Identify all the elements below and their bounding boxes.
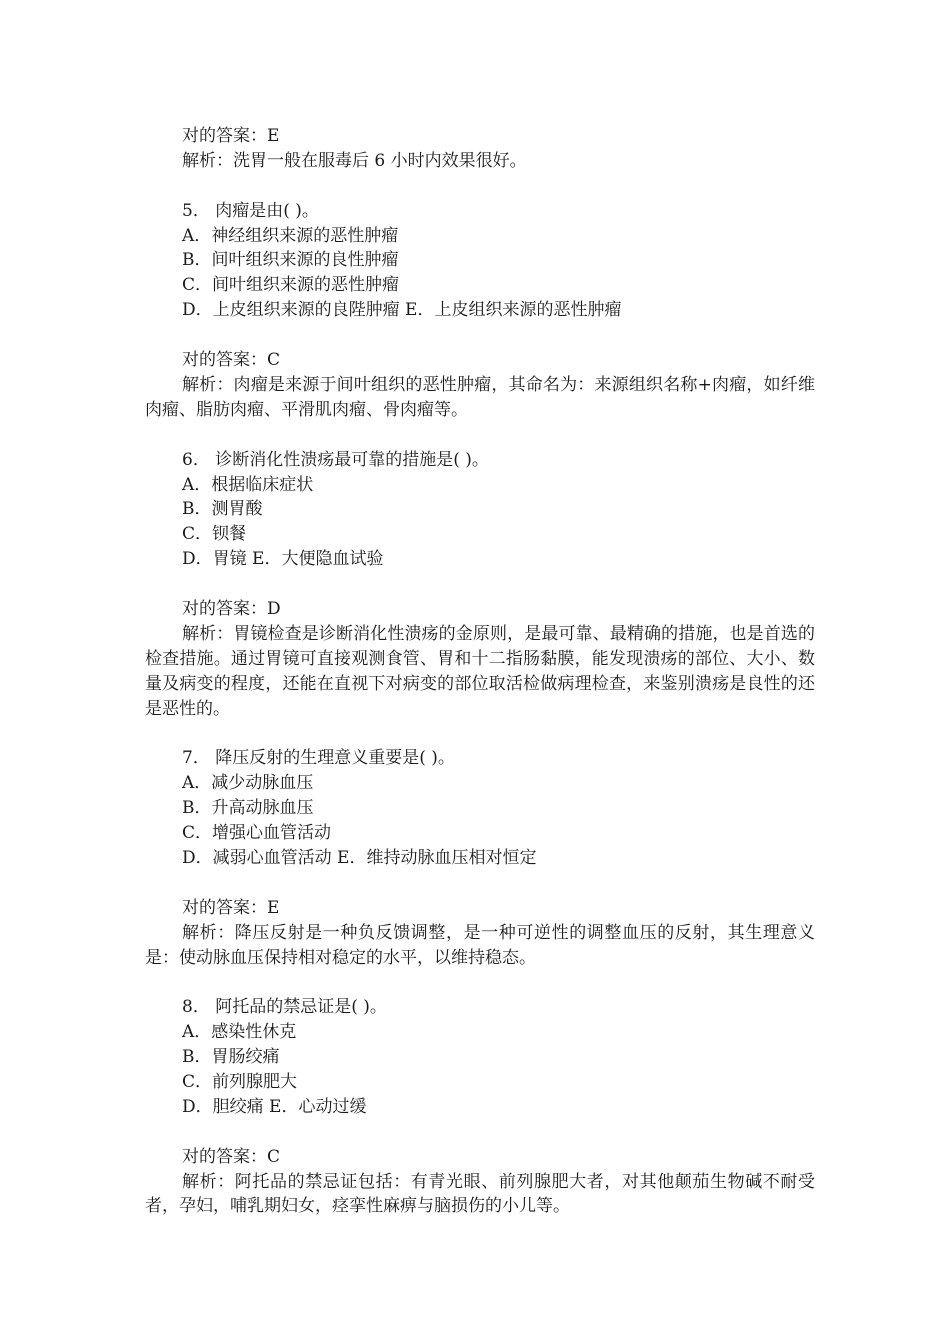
spacer bbox=[145, 871, 815, 896]
question-block-4-tail bbox=[145, 124, 815, 174]
option-b: B．间叶组织来源的良性肿瘤 bbox=[182, 250, 399, 271]
option-b: B．升高动脉血压 bbox=[182, 798, 314, 819]
analysis-text: 解析：肉瘤是来源于间叶组织的恶性肿瘤，其命名为：来源组织名称+肉瘤，如纤维肉瘤、脂肪肉瘤、平滑肌肉瘤、骨肉瘤等。 bbox=[145, 374, 815, 420]
question-text: 8． 阿托品的禁忌证是( )。 bbox=[182, 997, 387, 1018]
answer-text: 对的答案：E bbox=[182, 897, 280, 918]
question-block-7 bbox=[145, 746, 815, 970]
analysis-text: 解析：洗胃一般在服毒后 6 小时内效果很好。 bbox=[182, 150, 527, 171]
option-c: C．间叶组织来源的恶性肿瘤 bbox=[182, 275, 400, 296]
question-text: 5． 肉瘤是由( )。 bbox=[182, 200, 319, 221]
spacer bbox=[145, 323, 815, 348]
answer-text: 对的答案：D bbox=[182, 598, 281, 619]
option-a: A．根据临床症状 bbox=[182, 474, 314, 495]
option-a: A．神经组织来源的恶性肿瘤 bbox=[182, 225, 399, 246]
option-d-e: D．减弱心血管活动 E．维持动脉血压相对恒定 bbox=[182, 847, 537, 868]
spacer bbox=[145, 1120, 815, 1145]
answer-text: 对的答案：C bbox=[182, 350, 281, 371]
option-c: C．增强心血管活动 bbox=[182, 823, 332, 844]
question-block-5 bbox=[145, 199, 815, 423]
question-text: 7． 降压反射的生理意义重要是( )。 bbox=[182, 748, 455, 769]
option-d-e: D．上皮组织来源的良陛肿瘤 E．上皮组织来源的恶性肿瘤 bbox=[182, 300, 622, 321]
spacer bbox=[145, 970, 815, 995]
answer-text: 对的答案：E bbox=[182, 126, 280, 146]
document-page bbox=[145, 124, 815, 1219]
question-text: 6． 诊断消化性溃疡最可靠的措施是( )。 bbox=[182, 449, 489, 470]
answer-text: 对的答案：C bbox=[182, 1146, 281, 1167]
question-block-8 bbox=[145, 995, 815, 1219]
option-a: A．感染性休克 bbox=[182, 1022, 297, 1043]
option-d-e: D．胆绞痛 E．心动过缓 bbox=[182, 1096, 367, 1117]
spacer bbox=[145, 721, 815, 746]
option-c: C．前列腺肥大 bbox=[182, 1071, 298, 1092]
analysis-text: 解析：胃镜检查是诊断消化性溃疡的金原则，是最可靠、最精确的措施，也是首选的检查措施。通过胃镜可直接观测食管、胃和十二指肠黏膜，能发现溃疡的部位、大小、数量及病变的程度，还能在直视下对病变的部位取活检做病理检查，来鉴别溃疡是良性的还是恶性的。 bbox=[145, 623, 815, 719]
analysis-text: 解析：阿托品的禁忌证包括：有青光眼、前列腺肥大者，对其他颠茄生物碱不耐受者，孕妇，哺乳期妇女，痉挛性麻痹与脑损伤的小儿等。 bbox=[145, 1171, 815, 1217]
question-block-6 bbox=[145, 448, 815, 722]
spacer bbox=[145, 572, 815, 597]
option-b: B．胃肠绞痛 bbox=[182, 1047, 280, 1068]
option-b: B．测胃酸 bbox=[182, 499, 263, 520]
option-a: A．减少动脉血压 bbox=[182, 773, 314, 794]
spacer bbox=[145, 174, 815, 199]
option-d-e: D．胃镜 E．大便隐血试验 bbox=[182, 549, 384, 570]
analysis-text: 解析：降压反射是一种负反馈调整，是一种可逆性的调整血压的反射，其生理意义是：使动脉血压保持相对稳定的水平，以维持稳态。 bbox=[145, 922, 815, 968]
spacer bbox=[145, 423, 815, 448]
option-c: C．钡餐 bbox=[182, 524, 247, 545]
